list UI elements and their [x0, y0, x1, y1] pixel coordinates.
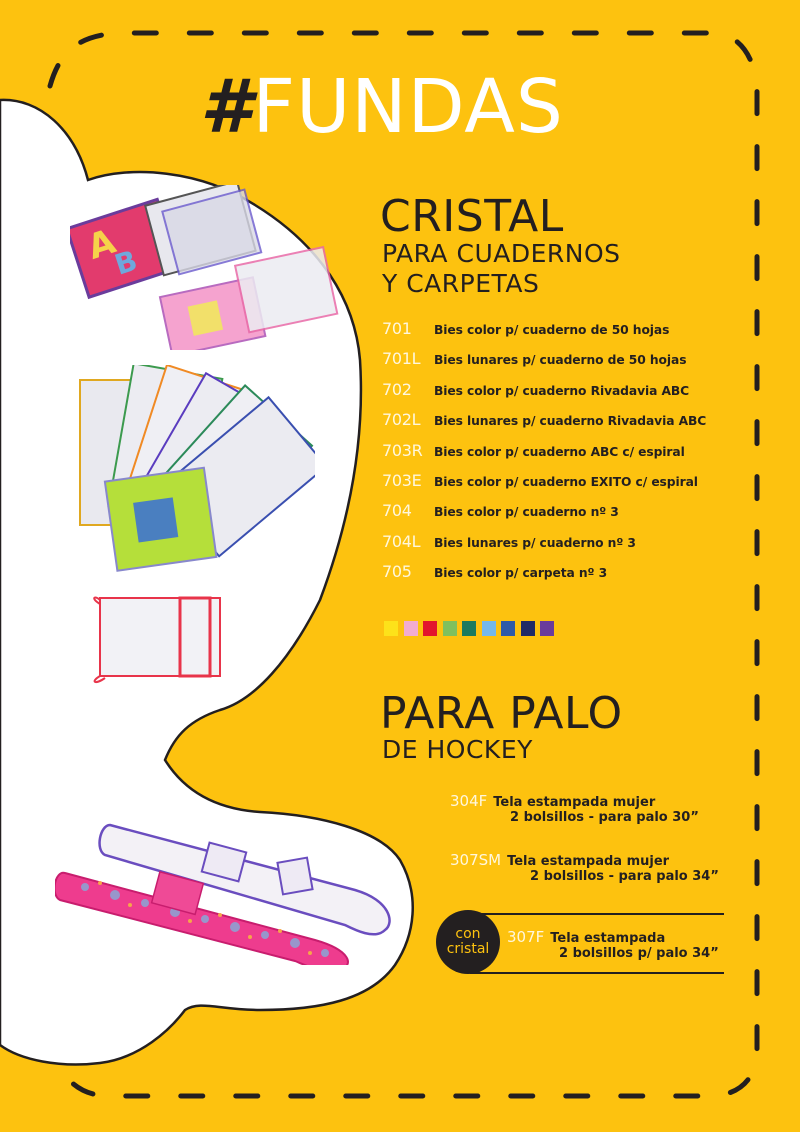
product-description: Bies lunares p/ cuaderno de 50 hojas: [434, 353, 687, 368]
color-swatch-light-blue: [482, 621, 496, 636]
color-swatch-yellow: [384, 621, 398, 636]
badge-line2: cristal: [446, 941, 490, 957]
product-row: [382, 319, 742, 349]
product-code: 702L: [382, 410, 421, 430]
product-description-line1: Tela estampada: [550, 931, 666, 946]
product-description-line2: 2 bolsillos - para palo 30”: [510, 810, 699, 825]
zip-pouch-photo: [85, 590, 235, 685]
cristal-subheading-line1: PARA CUADERNOS: [382, 239, 621, 268]
product-description: Bies color p/ cuaderno EXITO c/ espiral: [434, 474, 698, 489]
product-row: [382, 380, 742, 410]
notebook-covers-photo: [70, 185, 350, 350]
title-word: FUNDAS: [252, 64, 564, 150]
page-title: [200, 64, 564, 150]
product-description: Bies color p/ cuaderno nº 3: [434, 505, 619, 520]
product-code: 307F: [507, 928, 545, 946]
hockey-product-307f: [507, 927, 719, 961]
product-code: 703R: [382, 440, 423, 460]
product-code: 702: [382, 379, 412, 399]
product-description: Bies color p/ carpeta nº 3: [434, 566, 608, 581]
color-swatch-red: [423, 621, 437, 636]
cristal-heading: CRISTAL: [380, 191, 564, 242]
color-swatches: [384, 621, 554, 636]
hockey-heading: PARA PALO: [380, 688, 623, 739]
product-code: 701L: [382, 349, 421, 369]
product-row: [382, 532, 742, 562]
cristal-subheading-line2: Y CARPETAS: [382, 269, 540, 298]
hockey-stick-bags-photo: [55, 815, 400, 965]
product-code: 704: [382, 501, 412, 521]
color-swatch-blue: [501, 621, 515, 636]
product-description-line1: Tela estampada mujer: [493, 795, 656, 810]
hockey-subheading: DE HOCKEY: [382, 735, 533, 764]
color-swatch-light-green: [443, 621, 457, 636]
product-code: 705: [382, 562, 412, 582]
product-row: [382, 562, 742, 592]
product-description: Bies color p/ cuaderno ABC c/ espiral: [434, 444, 685, 459]
color-swatch-purple: [540, 621, 554, 636]
colored-sleeves-photo: [75, 365, 315, 575]
product-code: 703E: [382, 470, 422, 490]
divider-top: [470, 913, 724, 915]
title-hash: #: [200, 64, 253, 150]
product-description-line2: 2 bolsillos p/ palo 34”: [559, 946, 719, 961]
product-row: [382, 349, 742, 379]
color-swatch-navy: [521, 621, 535, 636]
badge-line1: con: [455, 926, 481, 942]
svg-text:A: A: [82, 221, 121, 268]
product-code: 704L: [382, 531, 421, 551]
product-code: 701: [382, 319, 412, 338]
color-swatch-dark-green: [462, 621, 476, 636]
product-row: [382, 441, 742, 471]
svg-text:B: B: [110, 243, 142, 282]
product-row: [382, 501, 742, 531]
product-description: Bies lunares p/ cuaderno Rivadavia ABC: [434, 414, 707, 429]
product-row: [382, 410, 742, 440]
product-code: 304F: [450, 792, 488, 810]
product-row: [382, 471, 742, 501]
product-description-line2: 2 bolsillos - para palo 34”: [530, 869, 719, 884]
divider-bottom: [470, 972, 724, 974]
product-description-line1: Tela estampada mujer: [507, 854, 670, 869]
hockey-product-304f: [450, 791, 699, 825]
product-description: Bies color p/ cuaderno de 50 hojas: [434, 323, 670, 337]
product-description: Bies color p/ cuaderno Rivadavia ABC: [434, 383, 690, 398]
con-cristal-badge: [436, 910, 500, 974]
color-swatch-pink: [404, 621, 418, 636]
product-description: Bies lunares p/ cuaderno nº 3: [434, 535, 636, 550]
cristal-product-list: [382, 319, 742, 593]
product-code: 307SM: [450, 851, 502, 869]
hockey-product-307sm: [450, 850, 719, 884]
